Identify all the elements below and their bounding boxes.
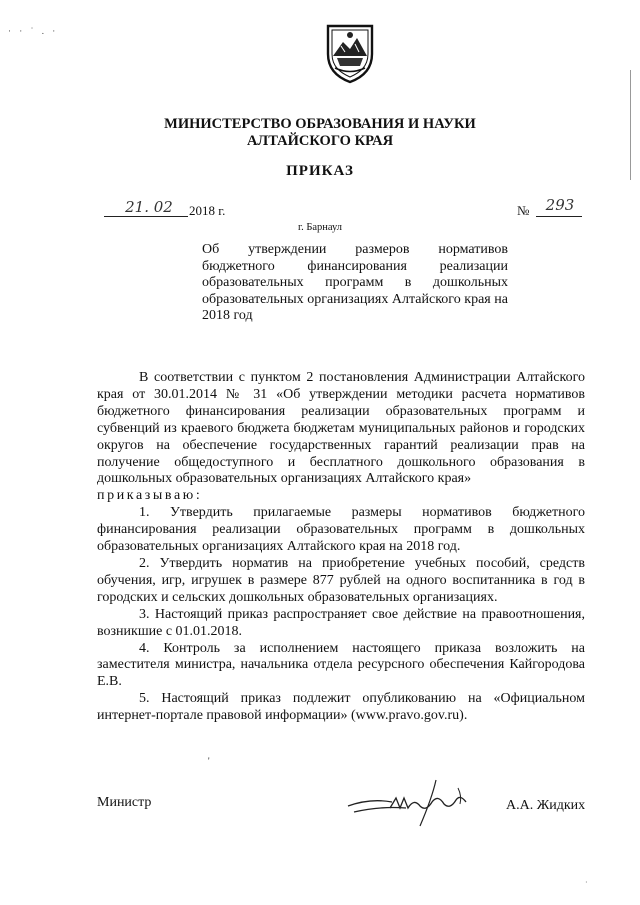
coat-of-arms-icon bbox=[323, 22, 377, 84]
signer-position: Министр bbox=[97, 795, 152, 810]
handwritten-date: 21. 02 bbox=[125, 198, 173, 216]
order-subject: Об утверждении размеров нормативов бюджетного финансирования реализации образовательных программ в дошкольных образовательных организациях Алтайского края на 2018 год bbox=[202, 242, 508, 323]
signature-icon bbox=[340, 768, 480, 828]
signer-name: А.А. Жидких bbox=[506, 798, 586, 813]
handwritten-number: 293 bbox=[545, 196, 575, 214]
order-item-2: 2. Утвердить норматив на приобретение учебных пособий, средств обучения, игр, игрушек в размере 877 рублей на одного воспитанника в год в городских и сельских дошкольных образовательных организациях. bbox=[97, 555, 585, 605]
number-sign: № bbox=[517, 203, 530, 218]
number-underline bbox=[536, 216, 582, 217]
scan-bottom-mark: · bbox=[585, 878, 588, 887]
city: г. Барнаул bbox=[297, 222, 343, 233]
ministry-line-2: АЛТАЙСКОГО КРАЯ bbox=[246, 133, 394, 149]
preamble-paragraph: В соответствии с пунктом 2 постановления Администрации Алтайского края от 30.01.2014 № 31 «Об утверждении методики расчета нормативов бюджетного финансирования реализации образовательных программ и субвенций из краевого бюджета бюджетам муниципальных районов и городских округов на обеспечение государственных гарантий реализации прав на получение общедоступного и бесплатного дошкольного образования в дошкольных образовательных организациях Алтайского края» bbox=[97, 370, 585, 487]
document-type-title: ПРИКАЗ bbox=[286, 163, 354, 179]
date-underline bbox=[104, 216, 188, 217]
scan-tick-mark: ' bbox=[208, 756, 210, 766]
order-item-3: 3. Настоящий приказ распространяет свое действие на правоотношения, возникшие с 01.01.2018. bbox=[97, 606, 585, 639]
ministry-name bbox=[0, 116, 640, 150]
order-body bbox=[97, 370, 585, 725]
order-word: приказываю: bbox=[97, 488, 203, 504]
scan-marks: · · ˙ . · bbox=[8, 26, 59, 36]
ministry-line-1: МИНИСТЕРСТВО ОБРАЗОВАНИЯ И НАУКИ bbox=[164, 116, 476, 132]
order-item-4: 4. Контроль за исполнением настоящего приказа возложить на заместителя министра, начальника отдела ресурсного обеспечения Кайгородова Е.В. bbox=[97, 640, 585, 690]
order-item-1: 1. Утвердить прилагаемые размеры нормативов бюджетного финансирования реализации образовательных программ в дошкольных образовательных организациях Алтайского края на 2018 год. bbox=[97, 505, 585, 555]
date-year: 2018 г. bbox=[189, 203, 226, 218]
order-item-5: 5. Настоящий приказ подлежит опубликованию на «Официальном интернет-портале правовой информации» (www.pravo.gov.ru). bbox=[97, 691, 585, 724]
